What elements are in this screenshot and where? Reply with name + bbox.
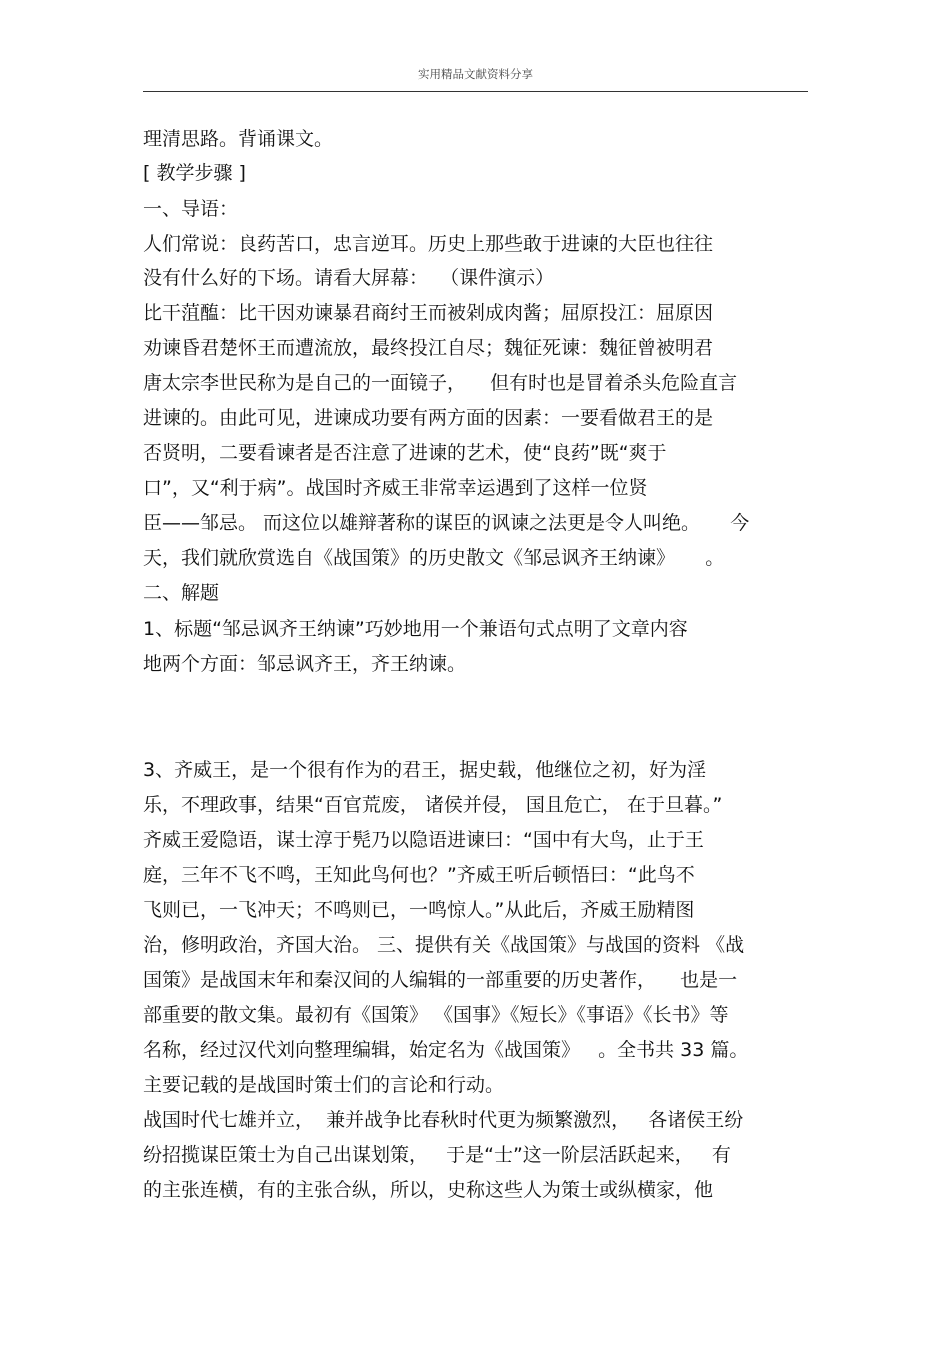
text-line: 口”，又“利于病”。战国时齐威王非常幸运遇到了这样一位贤: [143, 477, 648, 499]
text-line: 没有什么好的下场。请看大屏幕： （课件演示）: [143, 267, 555, 289]
text-line: 纷招揽谋臣策士为自己出谋划策， 于是“士”这一阶层活跃起来， 有: [143, 1144, 731, 1166]
text-line: 齐威王爱隐语，谋士淳于髡乃以隐语进谏曰：“国中有大鸟，止于王: [143, 829, 704, 851]
text-line: 否贤明，二要看谏者是否注意了进谏的艺术，使“良药”既“爽于: [143, 442, 667, 464]
header-rule: [143, 91, 808, 92]
text-line: 治，修明政治，齐国大治。 三、提供有关《战国策》与战国的资料 《战: [143, 934, 745, 956]
text-line: 理清思路。背诵课文。: [143, 128, 334, 150]
text-line: 劝谏昏君楚怀王而遭流放，最终投江自尽；魏征死谏：魏征曾被明君: [143, 337, 714, 359]
text-line: 国策》是战国末年和秦汉间的人编辑的一部重要的历史著作， 也是一: [143, 969, 738, 991]
text-line: 地两个方面：邹忌讽齐王，齐王纳谏。: [143, 653, 467, 675]
text-line: 战国时代七雄并立， 兼并战争比春秋时代更为频繁激烈， 各诸侯王纷: [143, 1109, 744, 1131]
text-line: 天，我们就欣赏选自《战国策》的历史散文《邹忌讽齐王纳谏》 。: [143, 547, 725, 569]
text-line: 比干菹醢：比干因劝谏暴君商纣王而被剁成肉酱；屈原投江：屈原因: [143, 302, 714, 324]
text-line: 一、导语：: [143, 198, 239, 220]
text-line: 飞则已，一飞冲天；不鸣则已，一鸣惊人。”从此后，齐威王励精图: [143, 899, 695, 921]
text-line: 1、标题“邹忌讽齐王纳谏”巧妙地用一个兼语句式点明了文章内容: [143, 618, 688, 640]
text-line: 3、齐威王，是一个很有作为的君王，据史载，他继位之初，好为淫: [143, 759, 707, 781]
text-line: 名称，经过汉代刘向整理编辑，始定名为《战国策》 。全书共 33 篇。: [143, 1039, 749, 1061]
text-line: 的主张连横，有的主张合纵，所以，史称这些人为策士或纵横家，他: [143, 1179, 714, 1201]
text-line: 人们常说：良药苦口，忠言逆耳。历史上那些敢于进谏的大臣也往往: [143, 233, 714, 255]
text-line: [ 教学步骤 ]: [143, 162, 246, 184]
text-line: 乐，不理政事，结果“百官荒废， 诸侯并侵， 国且危亡， 在于旦暮。”: [143, 794, 723, 816]
text-line: 二、解题: [143, 582, 220, 604]
text-line: 部重要的散文集。最初有《国策》 《国事》《短长》《事语》《长书》等: [143, 1004, 729, 1026]
text-line: 唐太宗李世民称为是自己的一面镜子， 但有时也是冒着杀头危险直言: [143, 372, 738, 394]
text-line: 主要记载的是战国时策士们的言论和行动。: [143, 1074, 505, 1096]
text-line: 进谏的。由此可见，进谏成功要有两方面的因素：一要看做君王的是: [143, 407, 714, 429]
page-header: 实用精品文献资料分享: [418, 67, 533, 81]
text-line: 臣——邹忌。 而这位以雄辩著称的谋臣的讽谏之法更是令人叫绝。 今: [143, 512, 750, 534]
text-line: 庭，三年不飞不鸣，王知此鸟何也？”齐威王听后顿悟曰：“此鸟不: [143, 864, 695, 886]
